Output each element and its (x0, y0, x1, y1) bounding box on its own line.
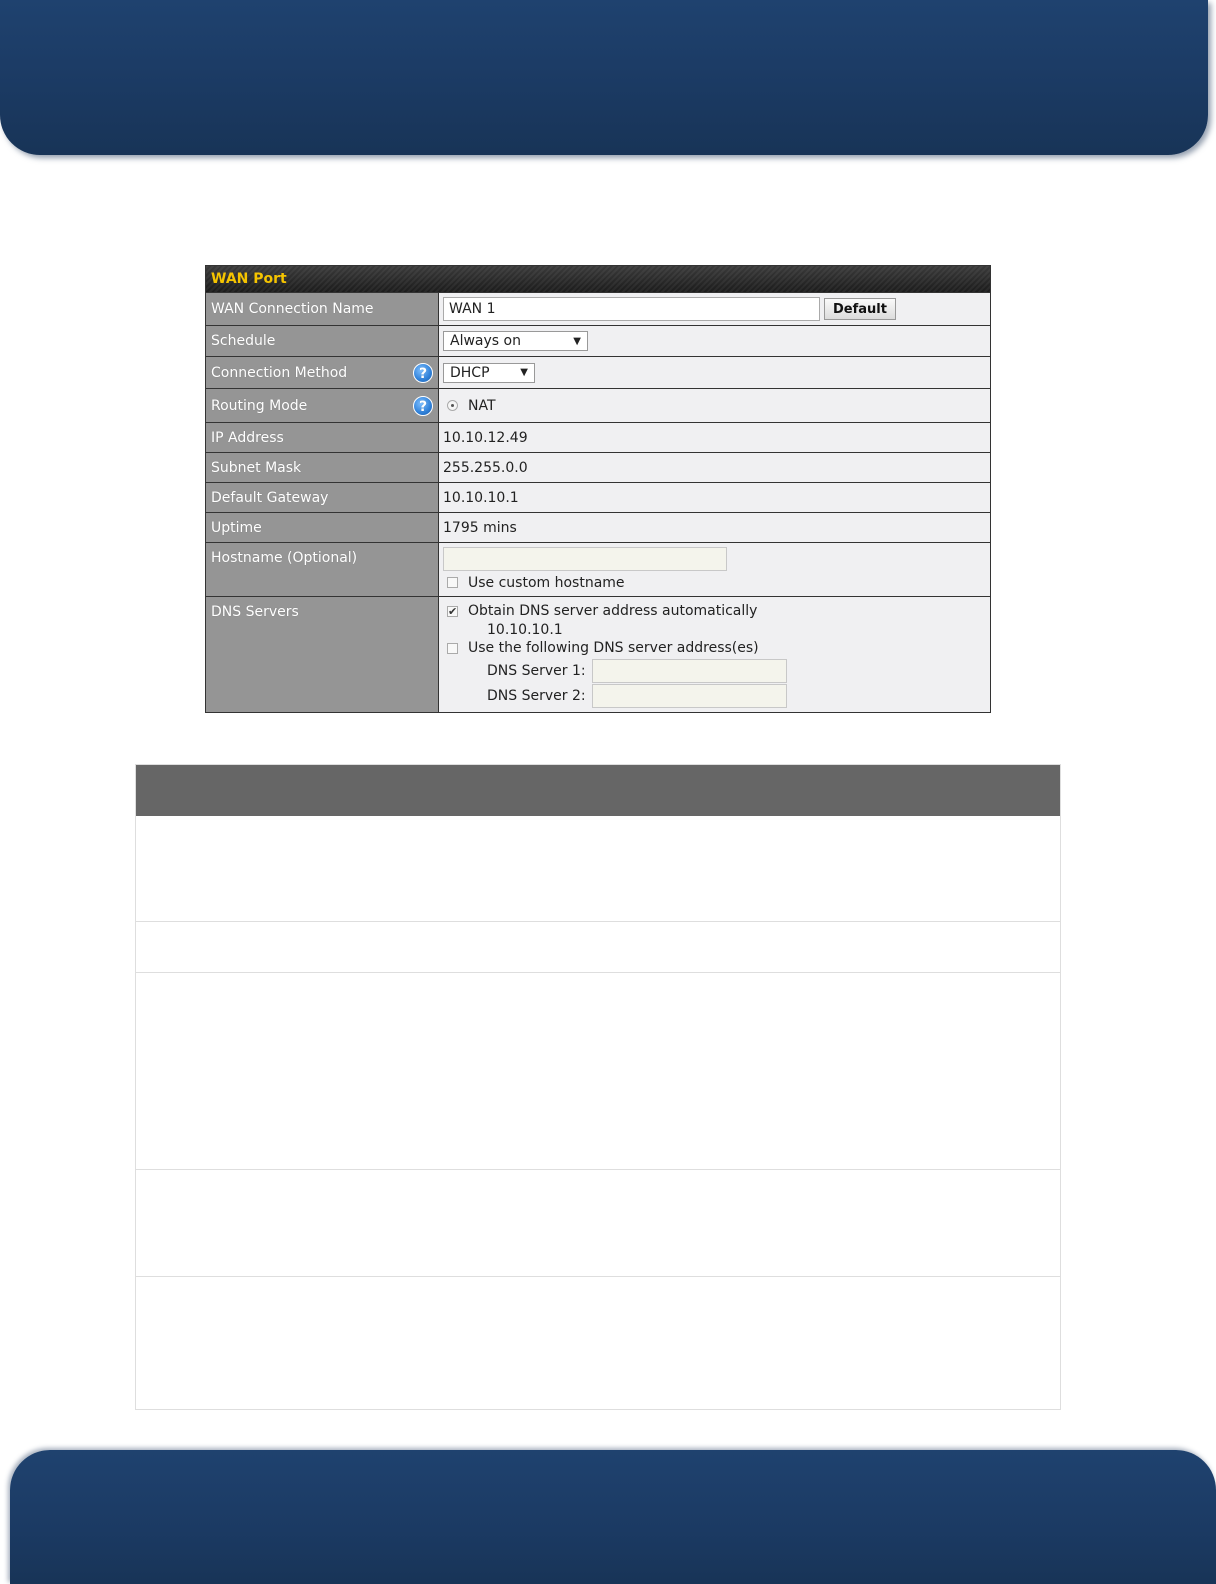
row-ip-address (206, 422, 990, 452)
dns-auto-value: 10.10.10.1 (487, 621, 563, 638)
row-dns-servers (206, 596, 990, 712)
schedule-cell (439, 326, 990, 356)
nat-radio[interactable] (447, 400, 458, 411)
custom-hostname-checkbox[interactable] (447, 577, 458, 588)
table-row (136, 1277, 1060, 1409)
custom-hostname-option: Use custom hostname (443, 573, 625, 593)
dns-server-2-row: DNS Server 2: (443, 683, 787, 708)
connection-method-cell (439, 357, 990, 388)
schedule-label: Schedule (206, 326, 439, 356)
ip-address-value: 10.10.12.49 (439, 423, 990, 452)
description-table (135, 764, 1061, 1410)
table-row (136, 973, 1060, 1170)
hostname-input[interactable] (443, 547, 727, 571)
chevron-down-icon: ▼ (573, 335, 581, 347)
row-connection-name (206, 292, 990, 325)
help-icon[interactable]: ? (413, 363, 433, 383)
connection-method-label: Connection Method ? (206, 357, 439, 388)
table-row (136, 816, 1060, 922)
routing-mode-cell (439, 389, 990, 422)
dns-manual-checkbox[interactable] (447, 643, 458, 654)
uptime-label: Uptime (206, 513, 439, 542)
hostname-label: Hostname (Optional) (206, 543, 439, 596)
dns-server-1-input[interactable] (592, 659, 787, 683)
nat-label: NAT (468, 397, 496, 414)
footer-banner (10, 1450, 1216, 1584)
help-icon[interactable]: ? (413, 396, 433, 416)
chevron-down-icon: ▼ (520, 367, 528, 378)
dns-server-2-input[interactable] (592, 684, 787, 708)
row-uptime (206, 512, 990, 542)
dns-servers-label: DNS Servers (206, 597, 439, 712)
default-gateway-value: 10.10.10.1 (439, 483, 990, 512)
schedule-select[interactable]: Always on ▼ (443, 331, 588, 351)
hostname-cell (439, 543, 990, 596)
ip-address-label: IP Address (206, 423, 439, 452)
panel-title: WAN Port (206, 266, 990, 292)
row-subnet-mask (206, 452, 990, 482)
description-table-header (136, 765, 1060, 816)
dns-manual-option: Use the following DNS server address(es) (443, 638, 759, 658)
uptime-value: 1795 mins (439, 513, 990, 542)
connection-name-input[interactable] (443, 297, 820, 321)
header-banner (0, 0, 1208, 155)
default-gateway-label: Default Gateway (206, 483, 439, 512)
row-routing-mode (206, 388, 990, 422)
connection-name-label: WAN Connection Name (206, 293, 439, 325)
row-connection-method (206, 356, 990, 388)
dns-server-1-row: DNS Server 1: (443, 658, 787, 683)
connection-method-select[interactable]: DHCP ▼ (443, 363, 535, 383)
row-default-gateway (206, 482, 990, 512)
dns-auto-option: ✔ Obtain DNS server address automatically (448, 603, 758, 619)
default-button[interactable]: Default (824, 298, 896, 320)
wan-port-panel (205, 265, 991, 713)
dns-auto-checkbox[interactable]: ✔ (448, 604, 458, 618)
routing-mode-label: Routing Mode ? (206, 389, 439, 422)
table-row (136, 1170, 1060, 1277)
connection-name-cell (439, 293, 990, 325)
row-hostname (206, 542, 990, 596)
dns-servers-cell (439, 597, 990, 712)
subnet-mask-value: 255.255.0.0 (439, 453, 990, 482)
subnet-mask-label: Subnet Mask (206, 453, 439, 482)
row-schedule (206, 325, 990, 356)
table-row (136, 922, 1060, 973)
